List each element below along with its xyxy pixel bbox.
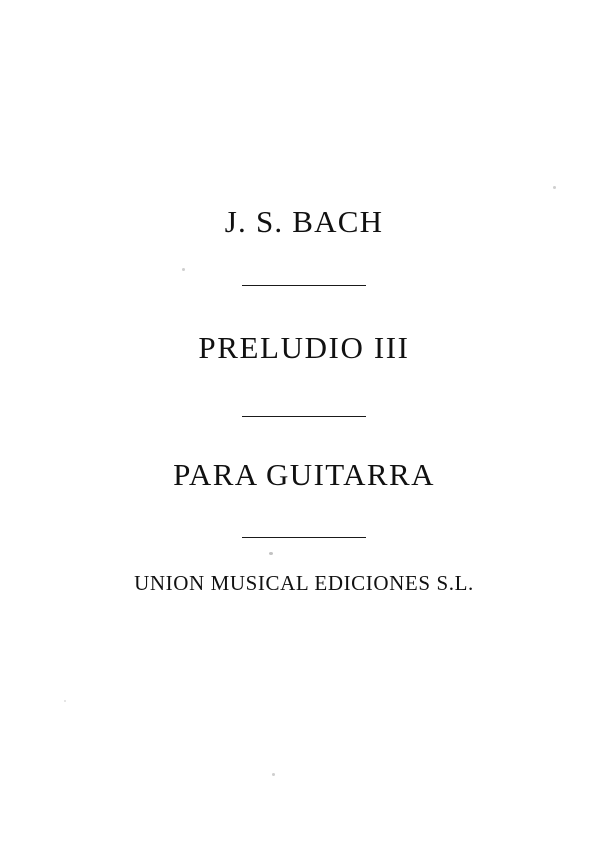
composer-name: J. S. BACH [224,204,384,239]
title-block [0,206,608,594]
spacer [0,286,608,332]
scan-speckle [272,773,275,776]
scan-speckle [553,186,556,189]
publisher-name: UNION MUSICAL EDICIONES S.L. [134,571,474,595]
scan-speckle [64,700,66,702]
spacer [0,490,608,537]
instrument-line: PARA GUITARRA [173,457,435,492]
work-title: PRELUDIO III [198,330,410,365]
spacer [0,363,608,416]
spacer [0,237,608,285]
spacer [0,417,608,459]
spacer [0,538,608,573]
